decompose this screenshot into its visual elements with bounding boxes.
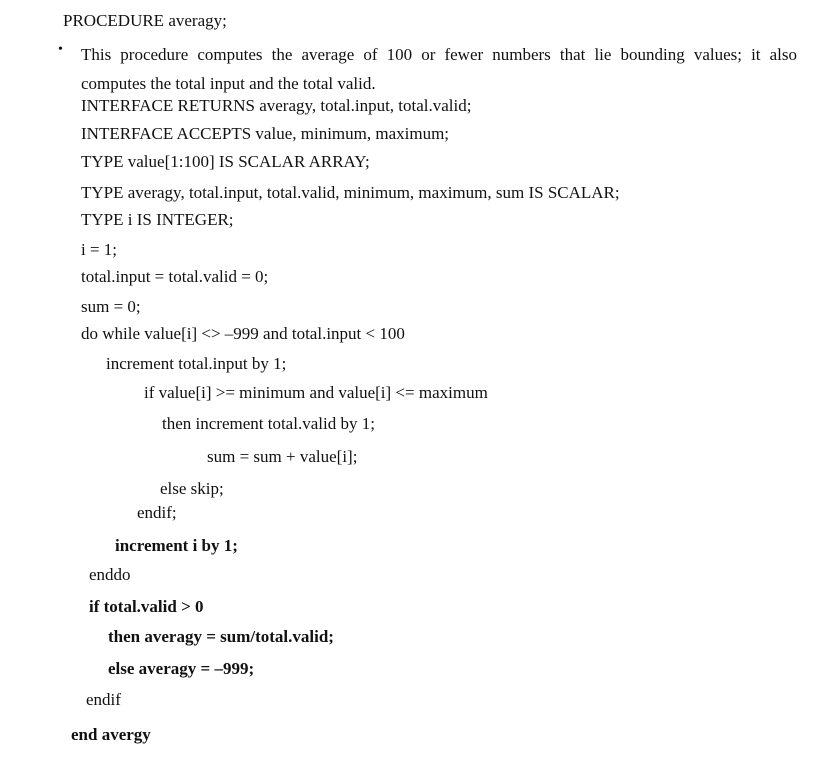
- interface-accepts-line: INTERFACE ACCEPTS value, minimum, maximum;: [81, 124, 450, 143]
- increment-input-line: increment total.input by 1;: [106, 354, 287, 373]
- then-average-line: then averagy = sum/total.valid;: [108, 627, 334, 646]
- if-range-line: if value[i] >= minimum and value[i] <= maximum: [144, 383, 488, 402]
- type-average-line: TYPE averagy, total.input, total.valid, minimum, maximum, sum IS SCALAR;: [81, 183, 620, 202]
- enddo-line: enddo: [89, 565, 131, 584]
- type-i-line: TYPE i IS INTEGER;: [81, 210, 234, 229]
- else-skip-line: else skip;: [160, 479, 224, 498]
- endif-outer-line: endif: [86, 690, 121, 709]
- init-i-line: i = 1;: [81, 240, 118, 259]
- end-procedure-line: end avergy: [71, 725, 151, 744]
- sum-update-line: sum = sum + value[i];: [207, 447, 358, 466]
- interface-returns-line: INTERFACE RETURNS averagy, total.input, total.valid;: [81, 96, 472, 115]
- init-sum-line: sum = 0;: [81, 297, 141, 316]
- procedure-header: PROCEDURE averagy;: [63, 11, 227, 30]
- bullet-marker: •: [58, 42, 63, 57]
- type-value-line: TYPE value[1:100] IS SCALAR ARRAY;: [81, 152, 370, 171]
- increment-i-line: increment i by 1;: [115, 536, 238, 555]
- do-while-line: do while value[i] <> –999 and total.input < 100: [81, 324, 405, 343]
- endif-inner-line: endif;: [137, 503, 177, 522]
- comment-line-1: This procedure computes the average of 100 or fewer numbers that lie bounding values; it also: [81, 45, 797, 64]
- init-totals-line: total.input = total.valid = 0;: [81, 267, 269, 286]
- comment-line-2: computes the total input and the total valid.: [81, 74, 376, 93]
- then-increment-valid-line: then increment total.valid by 1;: [162, 414, 375, 433]
- comment-text: [81, 40, 797, 98]
- if-valid-line: if total.valid > 0: [89, 597, 204, 616]
- else-average-line: else averagy = –999;: [108, 659, 255, 678]
